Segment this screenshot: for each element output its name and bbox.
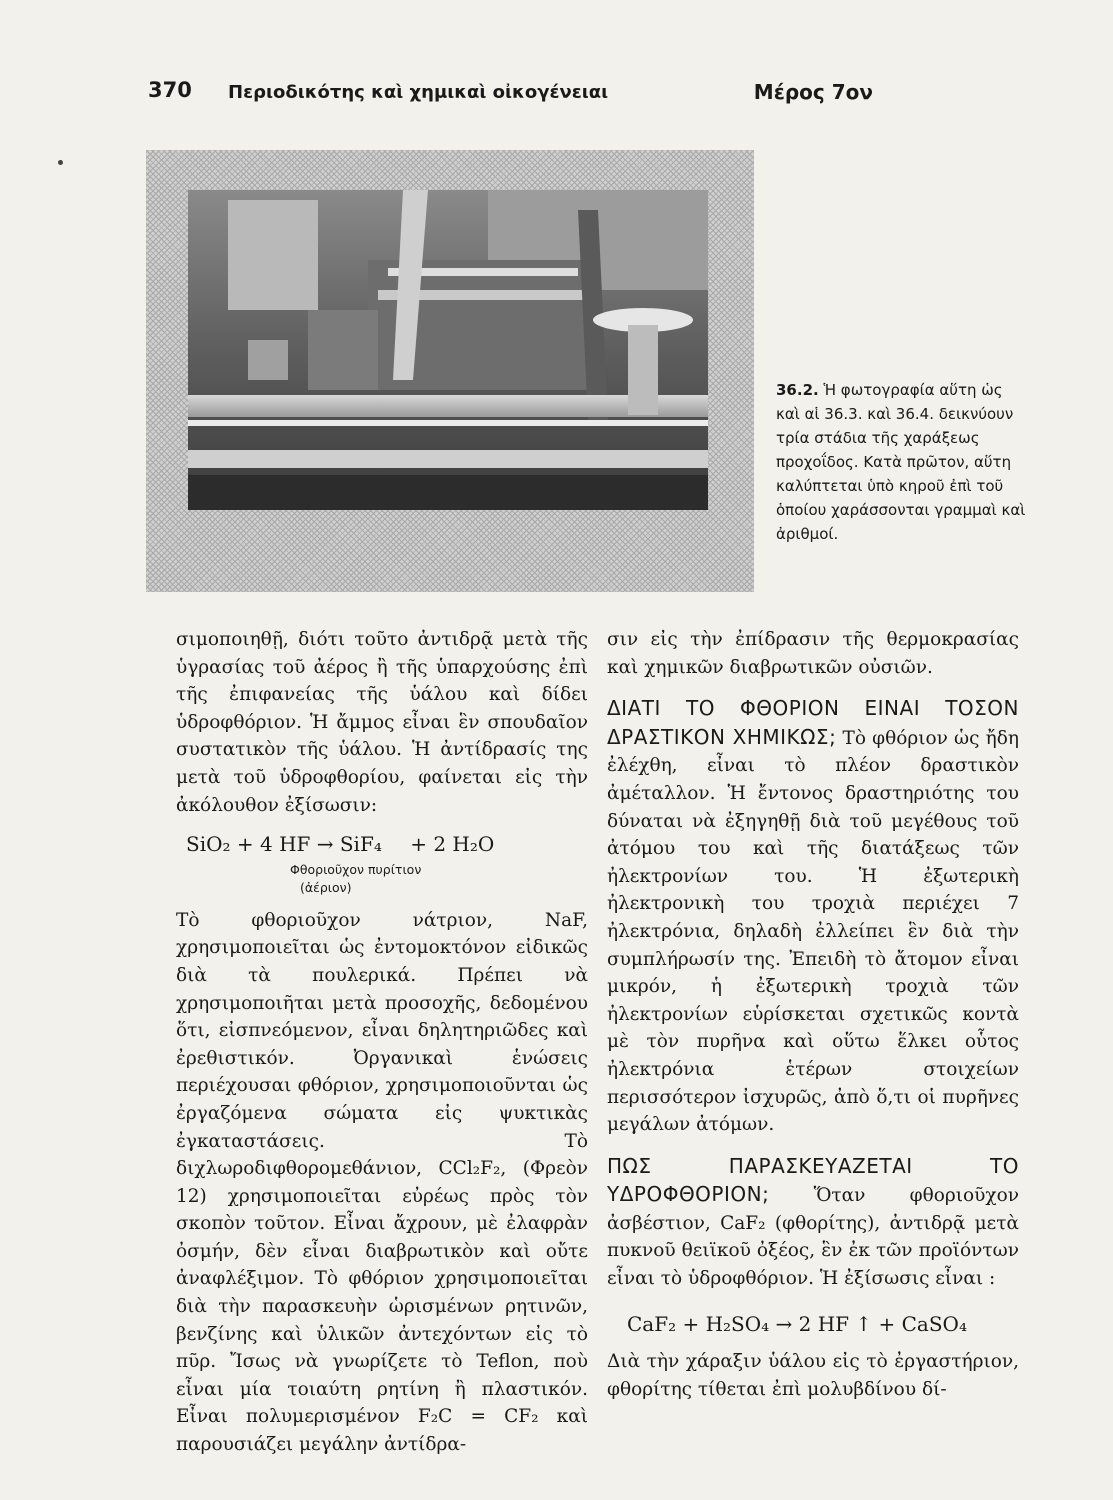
equation-note-line1: Φθοριοῦχον πυρίτιον — [290, 861, 422, 877]
page-number: 370 — [148, 78, 192, 102]
margin-dot — [58, 160, 63, 165]
page-header — [148, 78, 873, 118]
equation-left: SiO₂ + 4 HF → SiF₄ — [186, 832, 382, 857]
section-heading: ΠΩΣ ΠΑΡΑΣΚΕΥΑΖΕΤΑΙ ΤΟ ΥΔΡΟΦΘΟΡΙΟΝ; — [607, 1153, 1019, 1207]
caption-number: 36.2. — [776, 381, 819, 399]
equation-note-line2: (ἀέριον) — [300, 879, 352, 895]
figure-caption — [776, 378, 1031, 546]
photo-illustration — [188, 190, 708, 510]
right-column — [607, 626, 1019, 1403]
paragraph: σιν εἰς τὴν ἐπίδρασιν τῆς θερμοκρασίας καὶ χημικῶν διαβρωτικῶν οὐσιῶν. — [607, 629, 1019, 678]
equation-sio2-hf — [176, 831, 588, 859]
paragraph: σιμοποιηθῇ, διότι τοῦτο ἀντιδρᾷ μετὰ τῆς ὑγρασίας τοῦ ἀέρος ἢ τῆς ὑπαρχούσης ἐπὶ τῆς ἐπιφανείας τῆς ὑάλου καὶ δίδει ὑδροφθόριον. Ἡ ἄμμος εἶναι ἓν σπουδαῖον συστατικὸν τῆς ὑάλου. Ἡ ἀντίδρασίς της μετὰ τοῦ ὑδροφθορίου, φαίνεται εἰς τὴν ἀκόλουθον ἐξίσωσιν: — [176, 629, 588, 816]
caption-text: Ἡ φωτογραφία αὕτη ὡς καὶ αἱ 36.3. καὶ 36.4. δεικνύουν τρία στάδια τῆς χαράξεως προχοΐδος. Κατὰ πρῶτον, αὕτη καλύπτεται ὑπὸ κηροῦ ἐπὶ τοῦ ὁποίου χαράσσονται γραμμαὶ καὶ ἀριθμοί. — [776, 381, 1026, 543]
section-heading: ΔΙΑΤΙ ΤΟ ΦΘΟΡΙΟΝ ΕΙΝΑΙ ΤΟΣΟΝ ΔΡΑΣΤΙΚΟΝ ΧΗΜΙΚΩΣ; — [607, 696, 1019, 749]
equation-note — [176, 861, 588, 897]
photo-buret-etching — [188, 190, 708, 510]
paragraph-with-heading — [607, 695, 1019, 1139]
figure-frame — [146, 150, 754, 592]
paragraph-with-heading — [607, 1153, 1019, 1293]
paragraph: Τὸ φθοριοῦχον νάτριον, NaF, χρησιμοποιεῖται ὡς ἐντομοκτόνον εἰδικῶς διὰ τὰ πουλερικά. Πρέπει νὰ χρησιμοποιῆται μετὰ προσοχῆς, δεδομένου ὅτι, εἰσπνεόμενον, εἶναι δηλητηριῶδες καὶ ἐρεθιστικόν. Ὀργανικαὶ ἑνώσεις περιέχουσαι φθόριον, χρησιμοποιοῦνται ὡς ἐργαζόμενα σώματα εἰς ψυκτικὰς ἐγκαταστάσεις. Τὸ διχλωροδιφθορομεθάνιον, CCl₂F₂, (Φρεὸν 12) χρησιμοποιεῖται εὐρέως πρὸς τὸν σκοπὸν τοῦτον. Εἶναι ἄχρουν, μὲ ἐλαφρὰν ὀσμήν, δὲν εἶναι διαβρωτικὸν καὶ οὔτε ἀναφλέξιμον. Τὸ φθόριον χρησιμοποιεῖται διὰ τὴν παρασκευὴν ὡρισμένων ρητινῶν, βενζίνης καὶ ὑλικῶν ἀντεχόντων εἰς τὸ πῦρ. Ἴσως νὰ γνωρίζετε τὸ Teflon, ποὺ εἶναι μία τοιαύτη ρητίνη ἢ πλαστικόν. Εἶναι πολυμερισμένον F₂C = CF₂ καὶ παρουσιάζει μεγάλην ἀντίδρα- — [176, 909, 588, 1456]
left-column — [176, 626, 588, 1459]
equation-right: + 2 H₂O — [410, 832, 495, 857]
paragraph: Διὰ τὴν χάραξιν ὑάλου εἰς τὸ ἐργαστήριον, φθορίτης τίθεται ἐπὶ μολυβδίνου δί- — [607, 1351, 1019, 1400]
paragraph-body: Ὅταν φθοριοῦχον ἀσβέστιον, CaF₂ (φθορίτης), ἀντιδρᾷ μετὰ πυκνοῦ θειϊκοῦ ὀξέος, ἓν ἐκ τῶν προϊόντων εἶναι τὸ ὑδροφθόριον. Ἡ ἐξίσωσις εἶναι : — [607, 1185, 1019, 1290]
part-label: Μέρος 7ον — [753, 80, 873, 104]
running-title: Περιοδικότης καὶ χημικαὶ οἰκογένειαι — [228, 82, 609, 103]
paragraph-body: Τὸ φθόριον ὡς ἤδη ἐλέχθη, εἶναι τὸ πλέον δραστικὸν ἀμέταλλον. Ἡ ἔντονος δραστηριότης του δύναται νὰ ἐξηγηθῇ διὰ τοῦ μεγέθους τοῦ ἀτόμου του καὶ τῆς διατάξεως τῶν ἠλεκτρονίων του. Ἡ ἐξωτερικὴ ἠλεκτρονικὴ του τροχιὰ περιέχει 7 ἠλεκτρόνια, δηλαδὴ ἐλλείπει ἓν διὰ τὴν συμπλήρωσίν της. Ἐπειδὴ τὸ ἄτομον εἶναι μικρόν, ἡ ἐξωτερικὴ τροχιὰ τῶν ἠλεκτρονίων εὑρίσκεται σχετικῶς κοντὰ μὲ τὸν πυρῆνα καὶ οὕτω ἕλκει οὗτος ἠλεκτρόνια ἑτέρων στοιχείων περισσότερον ἰσχυρῶς, ἀπὸ ὅ,τι οἱ πυρῆνες μεγάλων ἀτόμων. — [607, 727, 1019, 1136]
equation-caf2: CaF₂ + H₂SO₄ → 2 HF ↑ + CaSO₄ — [627, 1311, 967, 1336]
